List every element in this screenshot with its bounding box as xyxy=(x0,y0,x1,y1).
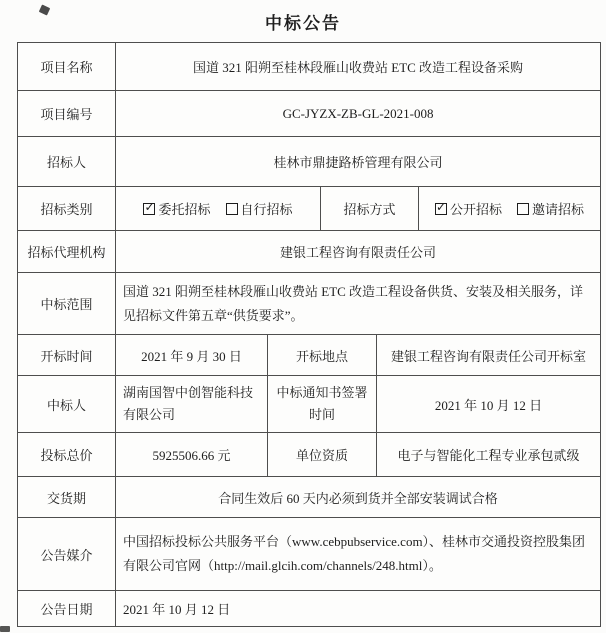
table-row xyxy=(18,591,601,627)
label-agency: 招标代理机构 xyxy=(18,231,116,273)
label-winner: 中标人 xyxy=(18,376,116,433)
table-row xyxy=(18,187,601,231)
label-tender-category: 招标类别 xyxy=(18,187,116,231)
table-row xyxy=(18,376,601,433)
value-project-name: 国道 321 阳朔至桂林段雁山收费站 ETC 改造工程设备采购 xyxy=(116,43,601,91)
value-notice-sign-time: 2021 年 10 月 12 日 xyxy=(377,376,601,433)
value-unit-qualification: 电子与智能化工程专业承包贰级 xyxy=(377,433,601,477)
table-row xyxy=(18,231,601,273)
value-bid-opening-place: 建银工程咨询有限责任公司开标室 xyxy=(377,335,601,376)
option-label: 公开招标 xyxy=(450,202,503,217)
checkbox-checked-icon xyxy=(143,203,155,215)
value-announcement-date: 2021 年 10 月 12 日 xyxy=(116,591,601,627)
scan-artifact-bottom xyxy=(0,626,10,632)
value-agency: 建银工程咨询有限责任公司 xyxy=(116,231,601,273)
label-unit-qualification: 单位资质 xyxy=(268,433,377,477)
checkbox-unchecked-icon xyxy=(226,203,238,215)
table-row xyxy=(18,335,601,376)
label-announcement-date: 公告日期 xyxy=(18,591,116,627)
page-title: 中标公告 xyxy=(265,14,341,33)
table-row xyxy=(18,137,601,187)
checkbox-checked-icon xyxy=(435,203,447,215)
label-bid-opening-time: 开标时间 xyxy=(18,335,116,376)
table-row xyxy=(18,433,601,477)
value-award-scope: 国道 321 阳朔至桂林段雁山收费站 ETC 改造工程设备供货、安装及相关服务，详见招标文件第五章“供货要求”。 xyxy=(116,273,601,335)
option-label: 自行招标 xyxy=(240,202,293,217)
label-project-name: 项目名称 xyxy=(18,43,116,91)
option-label: 委托招标 xyxy=(158,202,211,217)
value-project-no: GC-JYZX-ZB-GL-2021-008 xyxy=(116,91,601,137)
value-delivery-period: 合同生效后 60 天内必须到货并全部安装调试合格 xyxy=(116,477,601,518)
option-entrusted-tender xyxy=(143,202,210,217)
option-invited-tender xyxy=(517,202,584,217)
value-winner: 湖南国智中创智能科技有限公司 xyxy=(116,376,268,433)
label-tenderer: 招标人 xyxy=(18,137,116,187)
value-bid-opening-time: 2021 年 9 月 30 日 xyxy=(116,335,268,376)
label-project-no: 项目编号 xyxy=(18,91,116,137)
value-bid-total-price: 5925506.66 元 xyxy=(116,433,268,477)
value-announcement-media: 中国招标投标公共服务平台（www.cebpubservice.com）、桂林市交通投资控股集团有限公司官网（http://mail.glcih.com/channels/248.html）。 xyxy=(116,518,601,591)
option-self-tender xyxy=(226,202,293,217)
value-tender-category xyxy=(116,187,321,231)
label-notice-sign-time: 中标通知书签署时间 xyxy=(268,376,377,433)
label-tender-method: 招标方式 xyxy=(321,187,419,231)
checkbox-unchecked-icon xyxy=(517,203,529,215)
label-announcement-media: 公告媒介 xyxy=(18,518,116,591)
table-row xyxy=(18,273,601,335)
value-tenderer: 桂林市鼎捷路桥管理有限公司 xyxy=(116,137,601,187)
table-row xyxy=(18,518,601,591)
value-tender-method xyxy=(419,187,601,231)
table-row xyxy=(18,91,601,137)
table-row xyxy=(18,43,601,91)
option-open-tender xyxy=(435,202,502,217)
label-bid-opening-place: 开标地点 xyxy=(268,335,377,376)
label-award-scope: 中标范围 xyxy=(18,273,116,335)
label-bid-total-price: 投标总价 xyxy=(18,433,116,477)
option-label: 邀请招标 xyxy=(532,202,585,217)
label-delivery-period: 交货期 xyxy=(18,477,116,518)
announcement-table xyxy=(17,42,601,627)
table-row xyxy=(18,477,601,518)
